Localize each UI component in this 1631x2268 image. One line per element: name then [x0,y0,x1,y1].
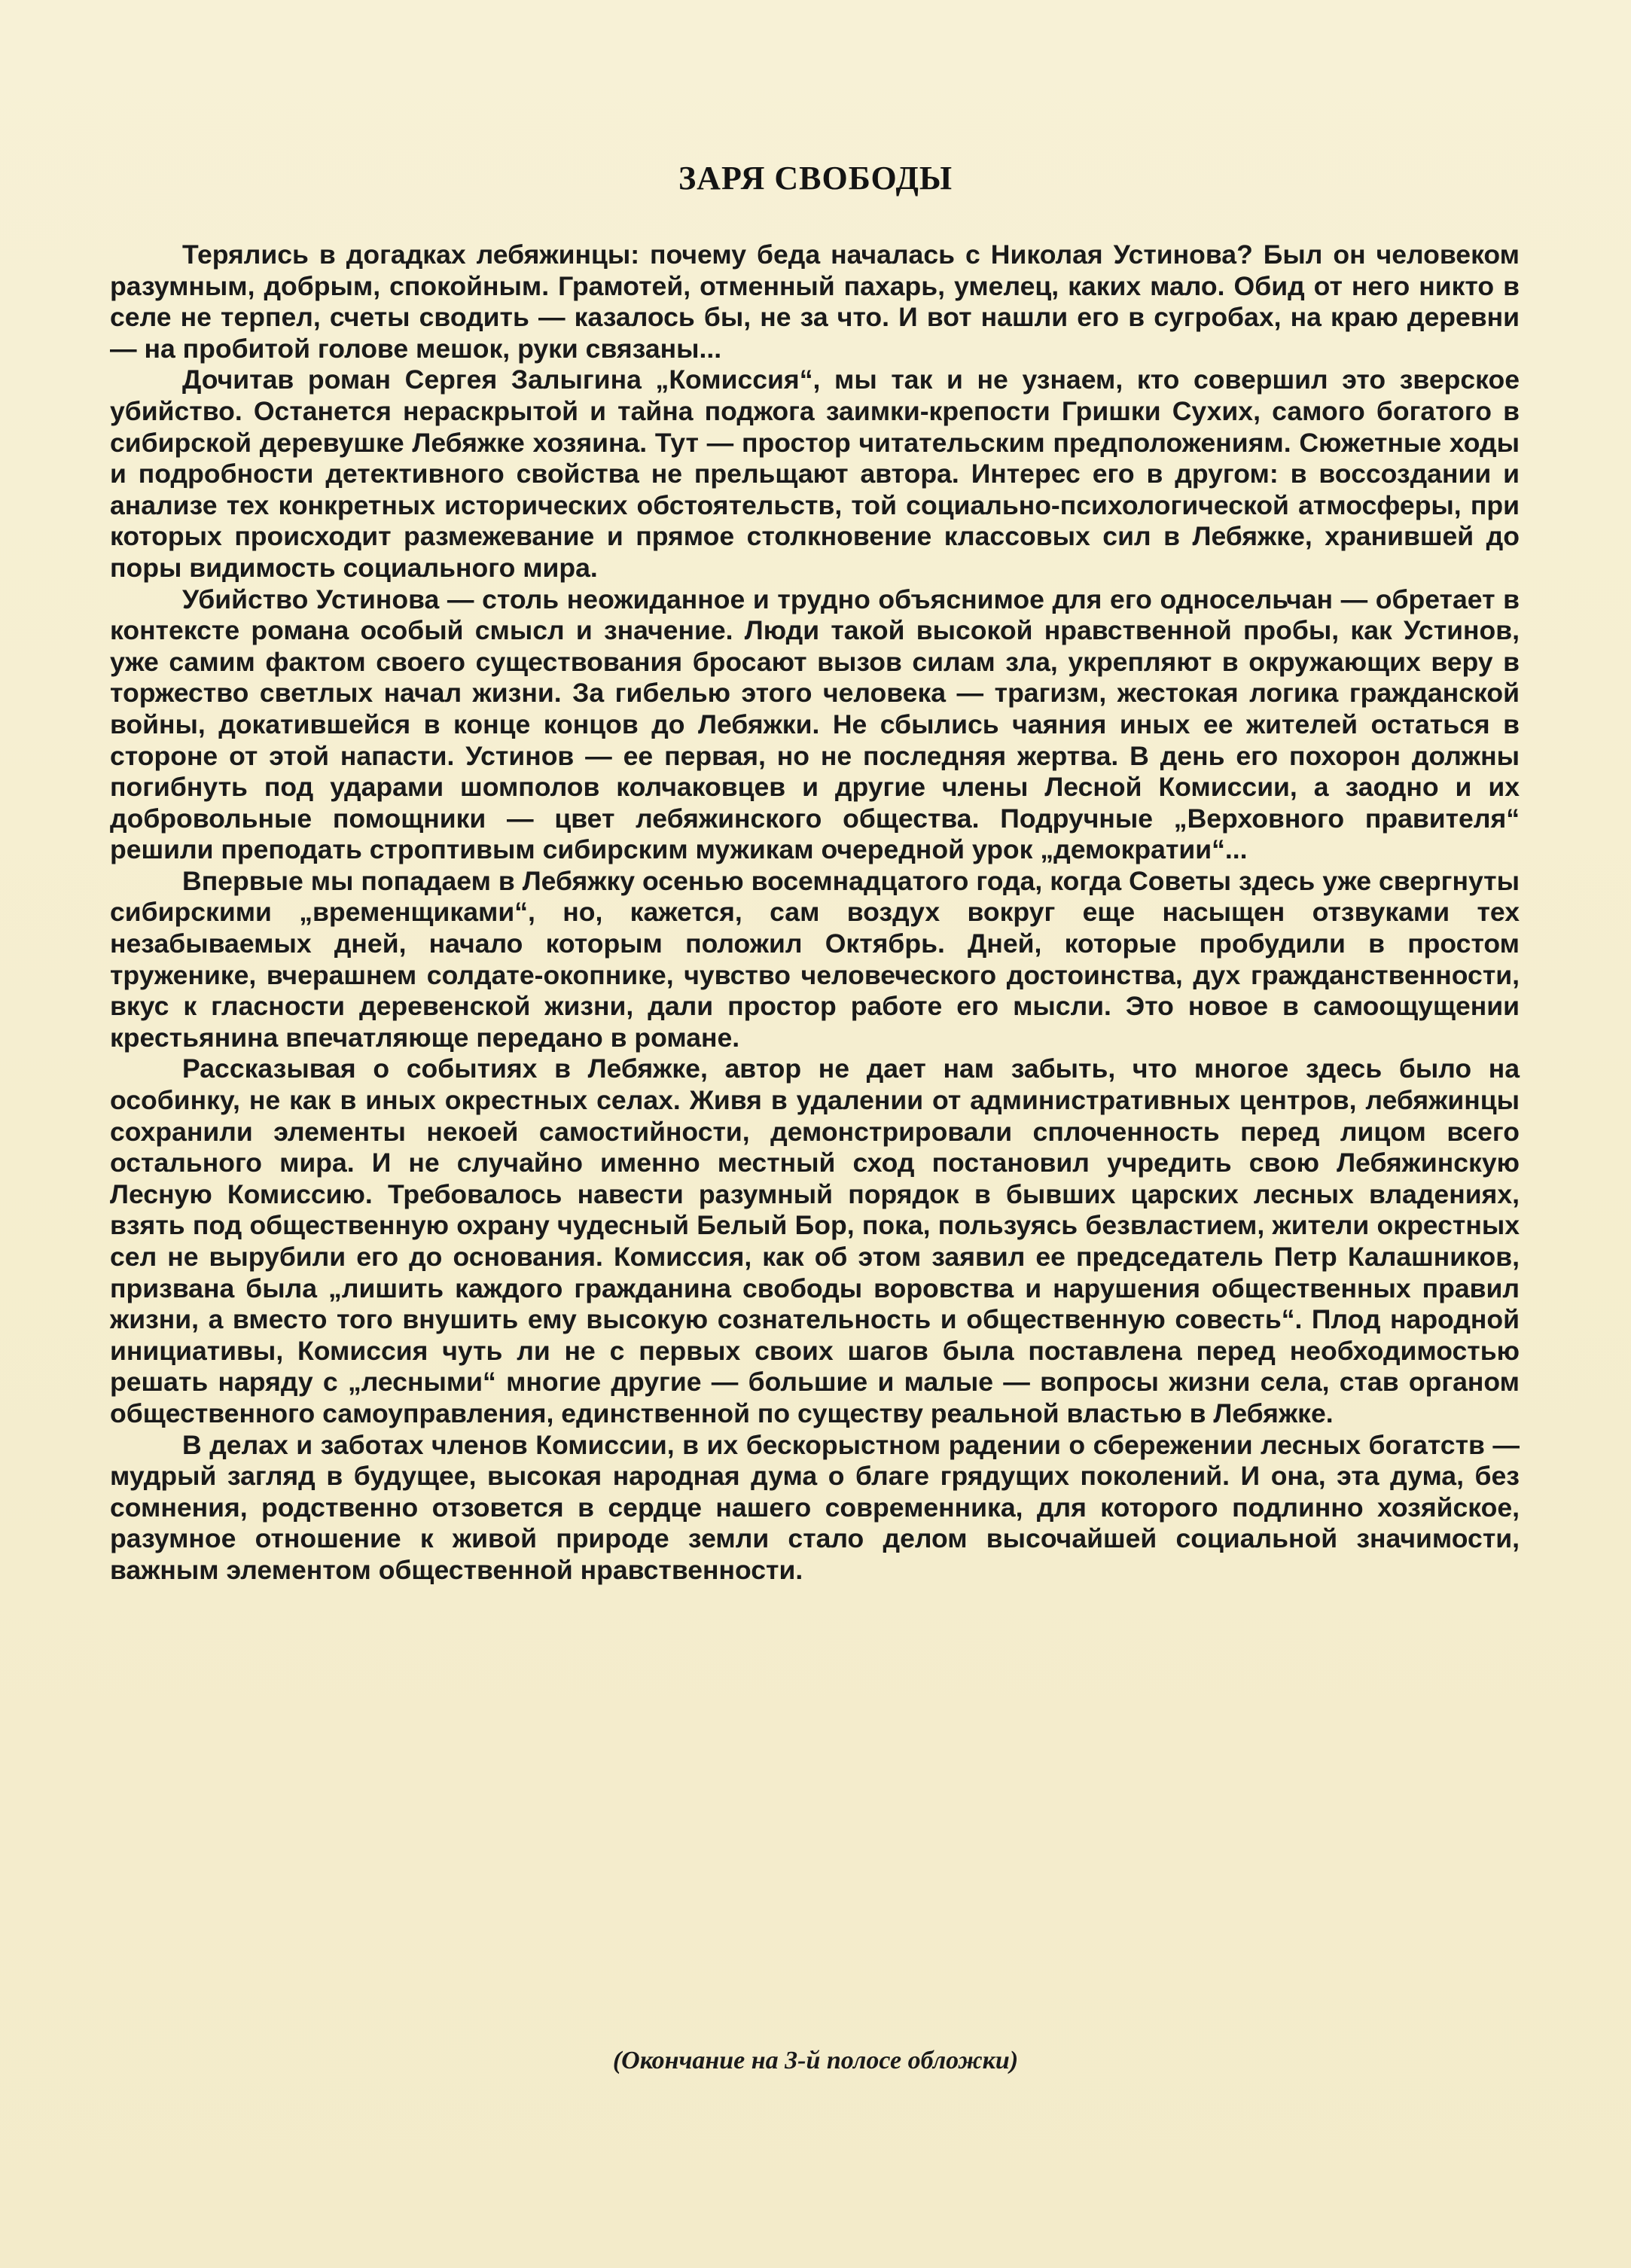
article-body [110,239,1520,1587]
article-title: ЗАРЯ СВОБОДЫ [678,160,953,197]
continuation-note: (Окончание на 3-й полосе обложки) [612,2047,1019,2074]
paragraph: Убийство Устинова — столь неожиданное и трудно объяснимое для его односельчан — обретает в контексте романа особый смысл и значение. Люди такой высокой нравственной пробы, как Устинов, уже самим фактом своего существования бросают вызов силам зла, укрепляют в окружающих веру в торжество светлых начал жизни. За гибелью этого человека — трагизм, жестокая логика гражданской войны, докатившейся в конце концов до Лебяжки. Не сбылись чаяния иных ее жителей остаться в стороне от этой напасти. Устинов — ее первая, но не последняя жертва. В день его похорон должны погибнуть под ударами шомполов колчаковцев и другие члены Лесной Комиссии, а заодно и их добровольные помощники — цвет лебяжинского общества. Подручные „Верховного правителя“ решили преподать строптивым сибирским мужикам очередной урок „демократии“... [110,584,1520,865]
paragraph: Впервые мы попадаем в Лебяжку осенью восемнадцатого года, когда Советы здесь уже свергнуты сибирскими „временщиками“, но, кажется, сам воздух вокруг еще насыщен отзвуками тех незабываемых дней, начало которым положил Октябрь. Дней, которые пробудили в простом труженике, вчерашнем солдате-окопнике, чувство человеческого достоинства, дух гражданственности, вкус к гласности деревенской жизни, дали простор работе его мысли. Это новое в самоощущении крестьянина впечатляюще передано в романе. [110,865,1520,1053]
paragraph: В делах и заботах членов Комиссии, в их бескорыстном радении о сбережении лесных богатств — мудрый загляд в будущее, высокая народная дума о благе грядущих поколений. И она, эта дума, без сомнения, родственно отзовется в сердце нашего современника, для которого подлинно хозяйское, разумное отношение к живой природе земли стало делом высочайшей социальной значимости, важным элементом общественной нравственности. [110,1429,1520,1585]
paragraph: Рассказывая о событиях в Лебяжке, автор не дает нам забыть, что многое здесь было на особинку, не как в иных окрестных селах. Живя в удалении от административных центров, лебяжинцы сохранили элементы некоей самостийности, демонстрировали сплоченность перед лицом всего остального мира. И не случайно именно местный сход постановил учредить свою Лебяжинскую Лесную Комиссию. Требовалось навести разумный порядок в бывших царских лесных владениях, взять под общественную охрану чудесный Белый Бор, пока, пользуясь безвластием, жители окрестных сел не вырубили его до основания. Комиссия, как об этом заявил ее председатель Петр Калашников, призвана была „лишить каждого гражданина свободы воровства и нарушения общественных правил жизни, а вместо того внушить ему высокую сознательность и общественную совесть“. Плод народной инициативы, Комиссия чуть ли не с первых своих шагов была поставлена перед необходимостью решать наряду с „лесными“ многие другие — большие и малые — вопросы жизни села, став органом общественного самоуправления, единственной по существу реальной властью в Лебяжке. [110,1053,1520,1428]
paragraph: Терялись в догадках лебяжинцы: почему беда началась с Николая Устинова? Был он человеком разумным, добрым, спокойным. Грамотей, отменный пахарь, умелец, каких мало. Обид от него никто в селе не терпел, счеты сводить — казалось бы, не за что. И вот нашли его в сугробах, на краю деревни — на пробитой голове мешок, руки связаны... [110,239,1520,364]
paragraph: Дочитав роман Сергея Залыгина „Комиссия“, мы так и не узнаем, кто совершил это зверское убийство. Останется нераскрытой и тайна поджога заимки-крепости Гришки Сухих, самого богатого в сибирской деревушке Лебяжке хозяина. Тут — простор читательским предположениям. Сюжетные ходы и подробности детективного свойства не прельщают автора. Интерес его в другом: в воссоздании и анализе тех конкретных исторических обстоятельств, той социально-психологической атмосферы, при которых происходит размежевание и прямое столкновение классовых сил в Лебяжке, хранившей до поры видимость социального мира. [110,364,1520,583]
